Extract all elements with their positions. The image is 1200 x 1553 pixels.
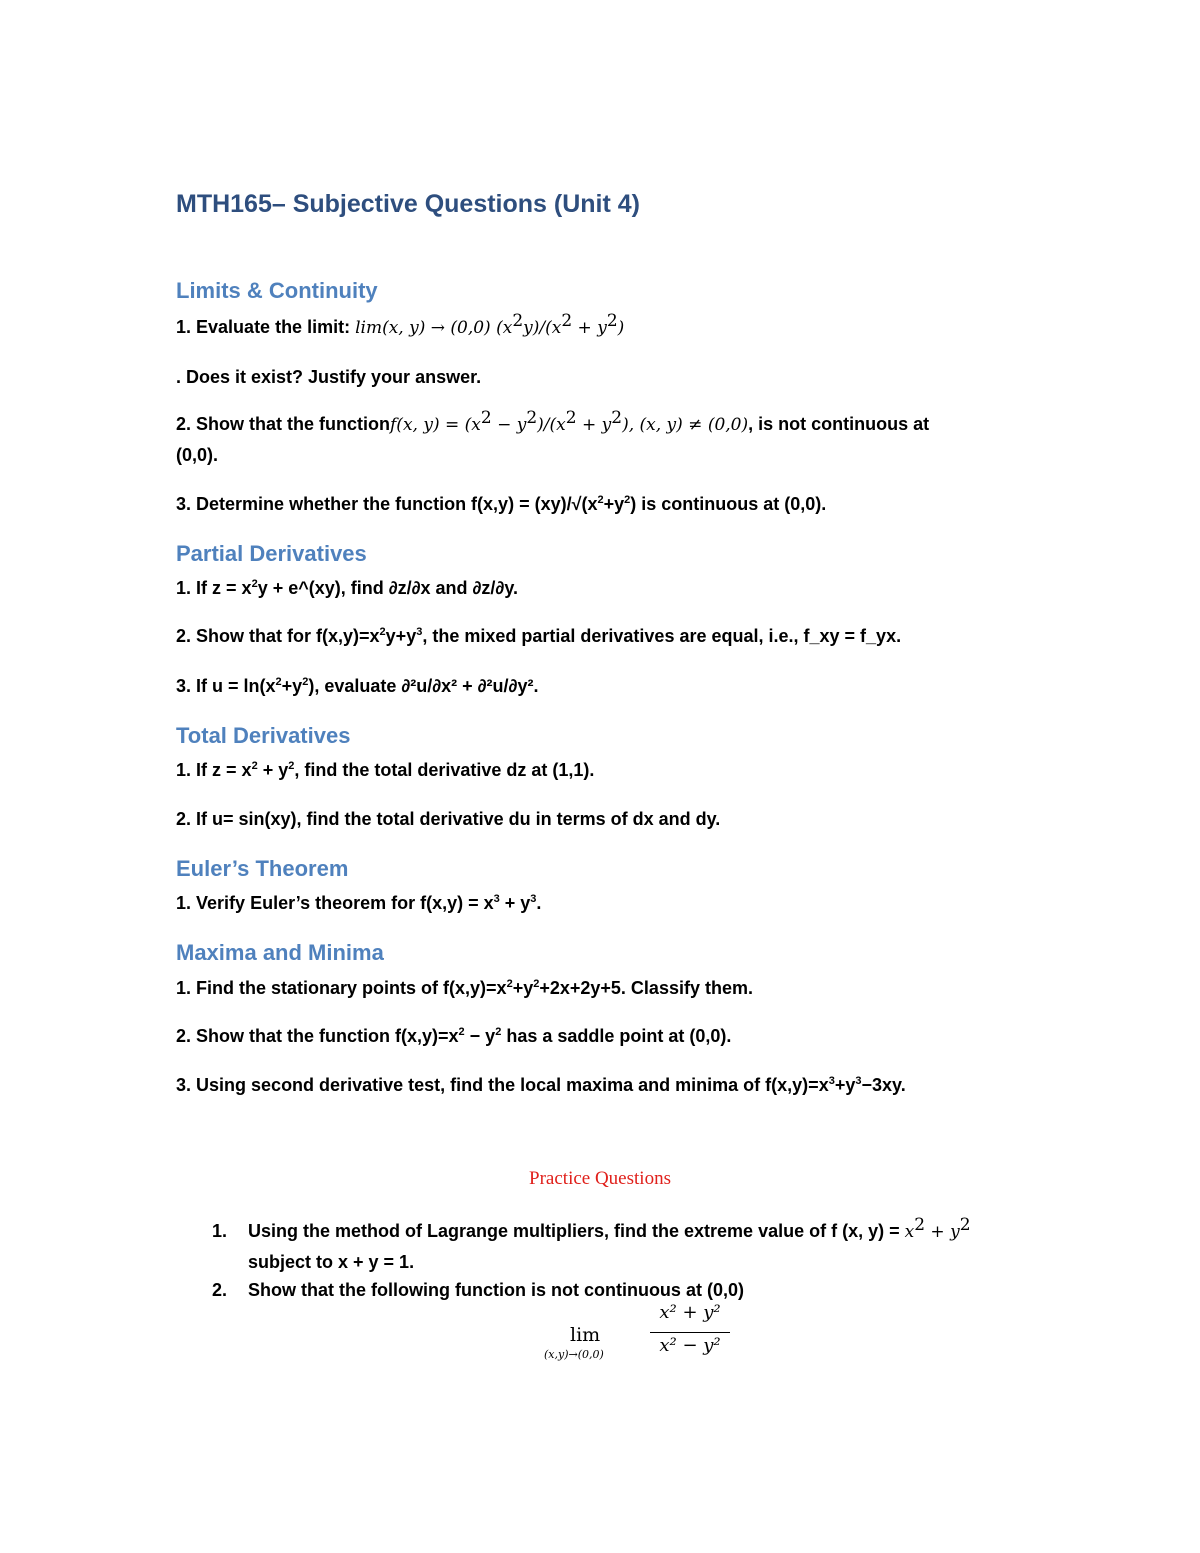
section-heading-maxima: Maxima and Minima: [176, 940, 384, 965]
maxima-q2: 2. Show that the function $f(x,y)=x^2 - y^2$ has a saddle point at (0,0).: [176, 1026, 732, 1046]
q-number: 1.: [176, 317, 192, 337]
q-text-tail: has a saddle point at (0,0).: [501, 1026, 732, 1046]
lim-operator: lim: [570, 1324, 601, 1346]
limits-q1: 1. Evaluate the limit: lim(x, y) → (0,0) $(x^2y)/(x^2 + y^2)$: [176, 311, 625, 338]
q-text: Determine whether the function f(x,y) = (xy)/√(x: [196, 494, 598, 514]
practice-heading: Practice Questions: [529, 1168, 671, 1189]
q-number: 2.: [176, 414, 192, 434]
q-text-line2: subject to x + y = 1.: [248, 1252, 415, 1272]
q-number: 2.: [212, 1280, 228, 1300]
q-text-tail: y + e^(xy), find ∂z/∂x and ∂z/∂y.: [257, 578, 519, 598]
partial-q3: 3. If $u = \ln(x^2+y^2)$, evaluate ∂²u/∂x² + ∂²u/∂y².: [176, 676, 539, 696]
q-math-tail-b: + y: [572, 318, 607, 338]
q-text-post: , is not continuous at: [748, 414, 930, 434]
q-number: 1.: [176, 760, 192, 780]
q-number: 2.: [176, 809, 192, 829]
lim-subscript: (x,y)→(0,0): [544, 1348, 604, 1361]
partial-q2: 2. Show that for $f(x,y)=x^2y+y^3$, the mixed partial derivatives are equal, i.e., f_xy = f_yx.: [176, 626, 902, 646]
q-text-tail: −3xy.: [861, 1075, 906, 1095]
limits-q1-followup: . Does it exist? Justify your answer.: [176, 367, 482, 387]
q-text: Show that the function f(x,y)=x: [196, 1026, 459, 1046]
limits-q2: 2. Show that the functionf(x, $y) = (x^2 - y^2)/(x^2 + y^2)$, (x, y) ≠ (0,0), is not continuous at: [176, 408, 930, 435]
q-math: lim(x, y) → (0,0) (x: [355, 318, 513, 338]
q-number: 2.: [176, 1026, 192, 1046]
section-heading-partial: Partial Derivatives: [176, 541, 367, 566]
q-text: Show that for f(x,y)=x: [196, 626, 380, 646]
fraction: [650, 1302, 730, 1356]
q-number: 1.: [212, 1221, 228, 1241]
section-heading-total: Total Derivatives: [176, 723, 351, 748]
q-text-tail: +2x+2y+5. Classify them.: [539, 978, 753, 998]
q-number: 1.: [176, 578, 192, 598]
q-text: If z = x: [196, 760, 252, 780]
q-text-tail: .: [536, 893, 542, 913]
q-number: 1.: [176, 893, 192, 913]
q-number: 3.: [176, 494, 192, 514]
q-number: 3.: [176, 676, 192, 696]
total-q2: [176, 804, 720, 835]
fraction-denominator: x² − y²: [659, 1335, 721, 1356]
total-q1: 1. If $z = x^2 + y^2$, find the total derivative dz at (1,1).: [176, 760, 595, 780]
section-heading-euler: Euler’s Theorem: [176, 856, 349, 881]
q-text-tail: , the mixed partial derivatives are equal, i.e., f_xy = f_yx.: [422, 626, 902, 646]
fraction-bar: [650, 1332, 730, 1333]
practice-q1-text: Using the method of Lagrange multipliers, find the extreme value of f (x, $y) = x^2 + y^2$ subject to x + y = 1.: [248, 1215, 971, 1272]
limit-expression: [530, 1302, 750, 1372]
q-text: If u= sin(xy), find the total derivative du in terms of dx and dy.: [196, 809, 721, 829]
maxima-q1: 1. Find the stationary points of $f(x,y)=x^2+y^2+2x+2y+5$. Classify them.: [176, 978, 753, 998]
q-math-tail-a: y)/(x: [523, 318, 562, 338]
q-number: 1.: [176, 978, 192, 998]
q-text: Using the method of Lagrange multipliers, find the extreme value of f (x, y) =: [248, 1221, 905, 1241]
q-text: Find the stationary points of f(x,y)=x: [196, 978, 507, 998]
q-text: Evaluate the limit:: [196, 317, 356, 337]
q-text-tail: , find the total derivative dz at (1,1).: [294, 760, 595, 780]
partial-q1: 1. If $z = x^2y$ + e^(xy), find ∂z/∂x and ∂z/∂y.: [176, 578, 519, 598]
q-text-tail: ), evaluate ∂²u/∂x² + ∂²u/∂y².: [308, 676, 539, 696]
q-text: Show that the function: [196, 414, 391, 434]
page-title: MTH165– Subjective Questions (Unit 4): [176, 190, 640, 218]
q-text: Show that the following function is not continuous at (0,0): [248, 1280, 744, 1300]
maxima-q3: 3. Using second derivative test, find the local maxima and minima of $f(x,y)=x^3+y^3-3xy$.: [176, 1075, 906, 1095]
section-heading-limits: Limits & Continuity: [176, 278, 378, 303]
q-text-tail: is continuous at (0,0).: [636, 494, 827, 514]
q-text: If z = x: [196, 578, 252, 598]
q-number: 3.: [176, 1075, 192, 1095]
q-text: Using second derivative test, find the local maxima and minima of f(x,y)=x: [196, 1075, 829, 1095]
q-text: If u = ln(x: [196, 676, 276, 696]
limits-q2-line2: (0,0).: [176, 445, 219, 465]
euler-q1: 1. Verify Euler’s theorem for $f(x,y) = x^3 + y^3$.: [176, 893, 542, 913]
q-math-tail-c: ): [617, 318, 625, 338]
q-math: f(x, y) = (x: [390, 415, 481, 435]
q-number: 2.: [176, 626, 192, 646]
q-text: Verify Euler’s theorem for f(x,y) = x: [196, 893, 494, 913]
fraction-numerator: x² + y²: [659, 1302, 721, 1323]
limits-q3: 3. Determine whether the function $f(x,y) = (xy)/√(x^2+y^2)$ is continuous at (0,0).: [176, 494, 827, 514]
